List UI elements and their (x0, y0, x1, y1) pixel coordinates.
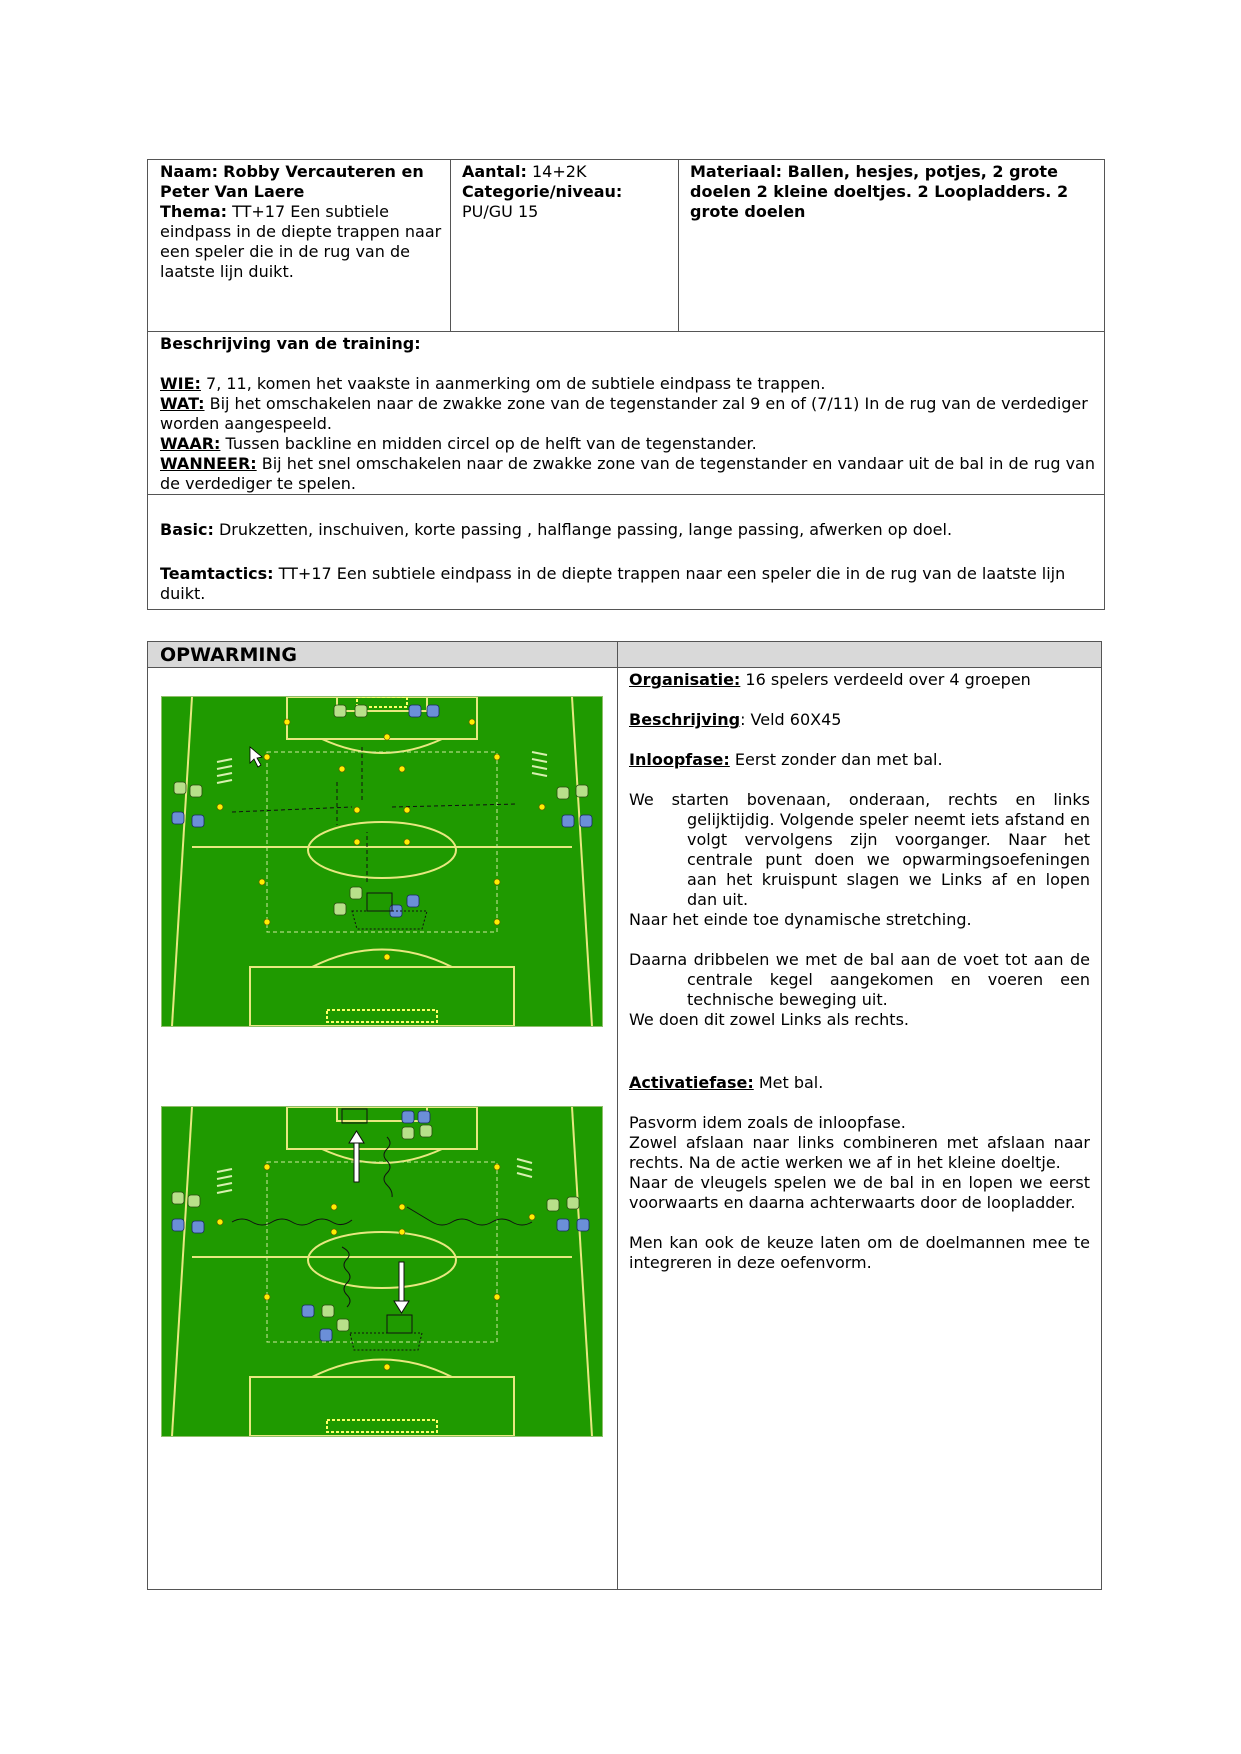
organisatie-label: Organisatie: (629, 670, 741, 689)
beschrijving-title: Beschrijving van de training: (160, 334, 421, 353)
wanneer-label: WANNEER: (160, 454, 257, 473)
p5: Naar de vleugels spelen we de bal in en lopen we eerst voorwaarts en daarna achterwaarts door de loopladder. (629, 1173, 1090, 1212)
waar-label: WAAR: (160, 434, 221, 453)
p1-rest: gelijktijdig. Volgende speler neemt iets afstand en volgt vervolgens zijn voorganger. Naar het centrale punt doen we opwarmingsoefeningen aan het kruispunt slagen we Links af en lopen dan uit. (687, 810, 1090, 909)
pass-arrows (232, 747, 517, 882)
players-blue (172, 1111, 589, 1341)
materiaal-value: Ballen, hesjes, potjes, 2 grote doelen 2 kleine doeltjes. 2 Loopladders. 2 grote doelen (690, 162, 1069, 221)
goal-bottom (327, 1420, 437, 1432)
goal-bottom (327, 1010, 437, 1022)
p6: Men kan ook de keuze laten om de doelmannen mee te integreren in deze oefenvorm. (629, 1233, 1090, 1272)
teamtactics-label: Teamtactics: (160, 564, 274, 583)
thema-value: TT+17 Een subtiele eindpass in de diepte trappen naar een speler die in de rug van de laatste lijn duikt. (160, 202, 442, 281)
training-zone (267, 752, 497, 932)
wat-label: WAT: (160, 394, 205, 413)
wie-label: WIE: (160, 374, 201, 393)
activatie-label: Activatiefase: (629, 1073, 754, 1092)
p2-first: Daarna dribbelen we met de bal aan de voet tot aan de (629, 950, 1090, 969)
training-zone (267, 1162, 497, 1342)
p3: Pasvorm idem zoals de inloopfase. (629, 1113, 906, 1132)
wanneer-text: Bij het snel omschakelen naar de zwakke zone van de tegenstander en vandaar uit de bal in de rug van de verdediger te spelen. (160, 454, 1095, 493)
aantal-value: 14+2K (532, 162, 587, 181)
opwarming-text (629, 670, 1090, 1273)
categorie-label: Categorie/niveau: (462, 182, 623, 201)
aantal-label: Aantal: (462, 162, 527, 181)
cones (217, 719, 545, 960)
cursor-icon (250, 747, 262, 767)
basic-cell (160, 520, 1100, 604)
opwarming-title: OPWARMING (160, 644, 297, 666)
p2-rest: centrale kegel aangekomen en voeren een technische beweging uit. (687, 970, 1090, 1009)
aantal-cell (462, 162, 672, 222)
naam-value: Robby Vercauteren en Peter Van Laere (160, 162, 424, 201)
p1-first: We starten bovenaan, onderaan, rechts en links (629, 790, 1090, 809)
p2-end: We doen dit zowel Links als rechts. (629, 1010, 909, 1029)
wie-text: 7, 11, komen het vaakste in aanmerking om de subtiele eindpass te trappen. (200, 374, 826, 393)
beschrijving-label: Beschrijving (629, 710, 741, 729)
basic-label: Basic: (160, 520, 214, 539)
activatie-text: Met bal. (753, 1073, 824, 1092)
teamtactics-text: TT+17 Een subtiele eindpass in de diepte trappen naar een speler die in de rug van de laatste lijn duikt. (160, 564, 1066, 603)
thema-label: Thema: (160, 202, 228, 221)
beschrijving-cell (160, 334, 1100, 494)
inloop-text: Eerst zonder dan met bal. (729, 750, 943, 769)
beschrijving-text: : Veld 60X45 (740, 710, 842, 729)
inloop-label: Inloopfase: (629, 750, 730, 769)
players-light (172, 1125, 579, 1331)
waar-text: Tussen backline en midden circel op de helft van de tegenstander. (220, 434, 757, 453)
mini-goal (350, 1315, 422, 1350)
players-blue (172, 705, 592, 917)
pitch-diagram-inloop (161, 696, 603, 1027)
cones (217, 1164, 535, 1370)
materiaal-label: Materiaal: (690, 162, 783, 181)
naam-label: Naam: (160, 162, 219, 181)
players-light (174, 705, 588, 915)
p4: Zowel afslaan naar links combineren met afslaan naar rechts. Na de actie werken we af in het kleine doeltje. (629, 1133, 1090, 1172)
organisatie-text: 16 spelers verdeeld over 4 groepen (740, 670, 1031, 689)
naam-cell (160, 162, 445, 282)
wat-text: Bij het omschakelen naar de zwakke zone van de tegenstander zal 9 en of (7/11) In de rug van de verdediger worden aangespeeld. (160, 394, 1088, 433)
categorie-value: PU/GU 15 (462, 202, 539, 221)
ladder-marks (217, 1159, 532, 1193)
materiaal-cell (690, 162, 1090, 222)
pitch-diagram-activatie (161, 1106, 603, 1437)
p1-end: Naar het einde toe dynamische stretching. (629, 910, 972, 929)
basic-text: Drukzetten, inschuiven, korte passing , halflange passing, lange passing, afwerken op doel. (213, 520, 953, 539)
